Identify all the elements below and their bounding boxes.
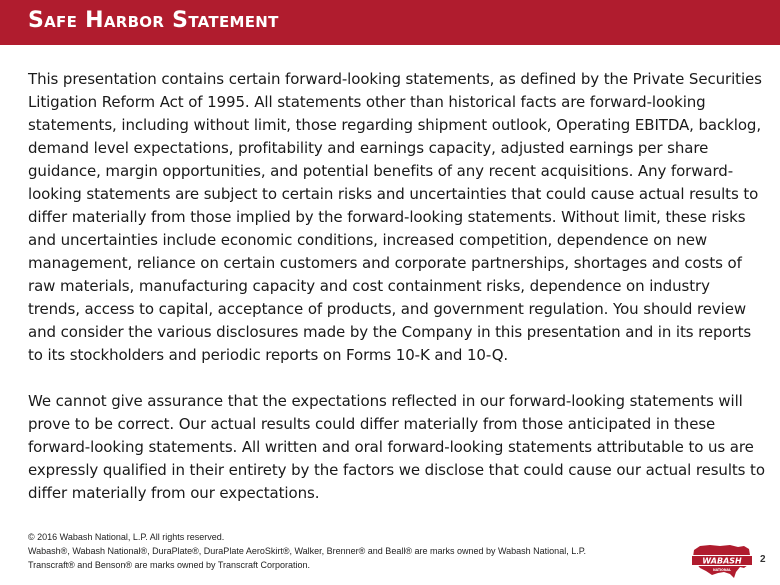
page-title: Safe Harbor Statement — [28, 8, 279, 33]
body-paragraph-2: We cannot give assurance that the expectations reflected in our forward-looking statements will prove to be correct. Our actual results could differ materially from those anticipated in these forward-looking statements. All written and oral forward-looking statements attributable to us are expressly qualified in their entirety by the factors we disclose that could cause our actual results to differ materially from our expectations. — [28, 392, 765, 502]
wabash-logo — [690, 538, 754, 580]
footer-legal — [28, 530, 668, 572]
logo-text: WABASH — [702, 556, 742, 566]
body-paragraph-1: This presentation contains certain forward-looking statements, as defined by the Private Securities Litigation Reform Act of 1995. All statements other than historical facts are forward-looking statements, including without limit, those regarding shipment outlook, Operating EBITDA, backlog, demand level expectations, profitability and earnings capacity, adjusted earnings per share guidance, margin opportunities, and potential benefits of any recent acquisitions. Any forward-looking statements are subject to certain risks and uncertainties that could cause actual results to differ materially from those implied by the forward-looking statements. Without limit, these risks and uncertainties include economic conditions, increased competition, dependence on new management, reliance on certain customers and corporate partnerships, shortages and costs of raw materials, manufacturing capacity and cost containment risks, dependence on industry trends, access to capital, acceptance of products, and government regulation. You should review and consider the various disclosures made by the Company in this presentation and in its reports to its stockholders and periodic reports on Forms 10-K and 10-Q. — [28, 70, 762, 364]
logo-subtext: NATIONAL — [712, 568, 732, 572]
page-number: 2 — [760, 554, 766, 565]
footer-trademarks-1: Wabash®, Wabash National®, DuraPlate®, DuraPlate AeroSkirt®, Walker, Brenner® and Beall® are marks owned by Wabash National, L.P. — [28, 546, 587, 556]
footer-trademarks-2: Transcraft® and Benson® are marks owned by Transcraft Corporation. — [28, 560, 311, 570]
safe-harbor-body — [28, 68, 766, 505]
footer-copyright: © 2016 Wabash National, L.P. All rights reserved. — [28, 532, 225, 542]
title-bar — [0, 0, 780, 45]
